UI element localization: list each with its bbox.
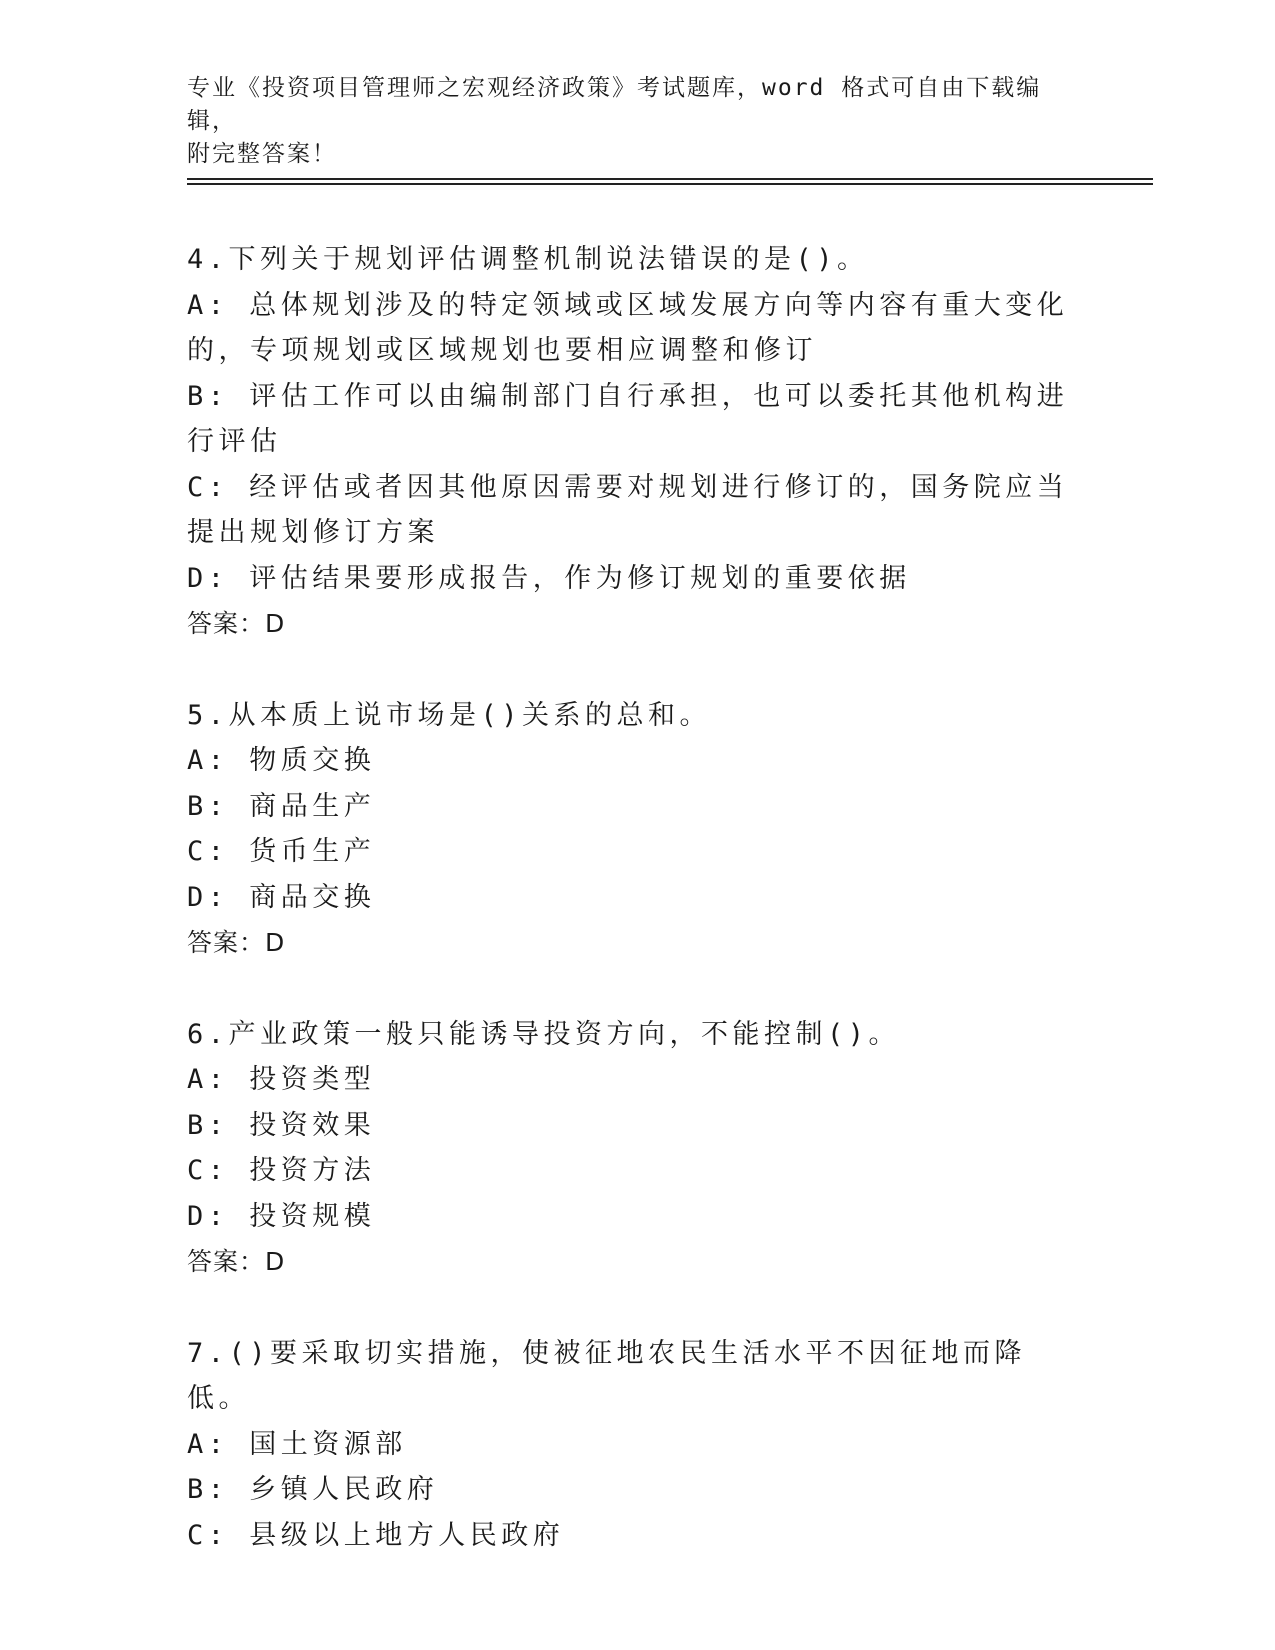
document-header [187,72,1087,171]
answer-text: 答案：D [187,609,286,638]
header-divider-bottom [187,183,1153,185]
question-stem: 4.下列关于规划评估调整机制说法错误的是()。 [187,244,869,275]
question-6 [187,1012,1087,1285]
option-b: B: 商品生产 [187,790,376,822]
option-a: A: 总体规划涉及的特定领域或区域发展方向等内容有重大变化的，专项规划或区域规划也要相应调整和修订 [187,289,1069,366]
header-line-2: 附完整答案！ [187,141,337,167]
option-c: C: 投资方法 [187,1155,376,1186]
question-stem: 5.从本质上说市场是()关系的总和。 [187,699,712,731]
option-d: D: 评估结果要形成报告，作为修订规划的重要依据 [187,562,911,594]
option-c: C: 经评估或者因其他原因需要对规划进行修订的，国务院应当提出规划修订方案 [187,471,1069,548]
option-b: B: 投资效果 [187,1109,376,1141]
question-stem: 6.产业政策一般只能诱导投资方向，不能控制()。 [187,1018,901,1050]
answer-text: 答案：D [187,928,286,957]
option-a: A: 国土资源部 [187,1428,407,1460]
header-divider-top [187,178,1153,180]
option-c: C: 货币生产 [187,836,376,867]
question-7 [187,1331,1087,1559]
header-line-1: 专业《投资项目管理师之宏观经济政策》考试题库，word 格式可自由下载编辑， [187,75,1042,134]
option-d: D: 商品交换 [187,881,376,913]
option-b: B: 评估工作可以由编制部门自行承担，也可以委托其他机构进行评估 [187,380,1069,457]
option-c: C: 县级以上地方人民政府 [187,1519,565,1551]
question-5 [187,693,1087,966]
option-d: D: 投资规模 [187,1200,376,1232]
option-a: A: 投资类型 [187,1064,376,1095]
question-stem: 7.()要采取切实措施，使被征地农民生活水平不因征地而降低。 [187,1337,1027,1414]
question-list [187,237,1087,1604]
question-4 [187,237,1087,647]
option-a: A: 物质交换 [187,745,376,776]
answer-text: 答案：D [187,1247,286,1276]
option-b: B: 乡镇人民政府 [187,1474,439,1505]
